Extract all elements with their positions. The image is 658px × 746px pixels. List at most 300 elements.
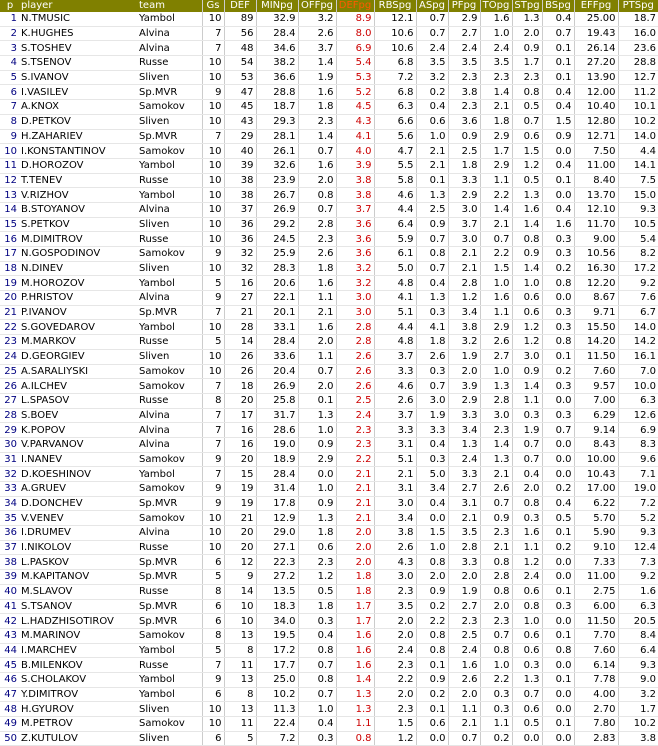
cell-pfpg: 2.1 [448,247,480,262]
cell-gs: 7 [202,379,224,394]
cell-player[interactable]: N.TMUSIC [20,12,138,26]
cell-ptspg: 10.5 [618,217,658,232]
cell-topg: 2.9 [480,158,512,173]
cell-offpg: 0.7 [298,364,336,379]
cell-def: 56 [224,26,256,41]
cell-player[interactable]: K.POPOV [20,423,138,438]
cell-stpg: 1.2 [512,320,542,335]
cell-rbspg: 5.8 [374,173,416,188]
cell-minpg: 7.2 [256,731,298,746]
cell-pfpg: 0.9 [448,129,480,144]
cell-stpg: 0.7 [512,437,542,452]
cell-gs: 9 [202,496,224,511]
cell-def: 13 [224,628,256,643]
cell-team: Alvina [138,423,202,438]
cell-team: Samokov [138,452,202,467]
cell-def: 32 [224,261,256,276]
cell-defpg: 2.6 [336,364,374,379]
column-header-team[interactable]: team [138,0,202,12]
cell-p: 7 [0,100,20,115]
cell-minpg: 18.3 [256,599,298,614]
cell-stpg: 1.1 [512,540,542,555]
cell-p: 32 [0,467,20,482]
cell-team: Yambol [138,158,202,173]
cell-ptspg: 3.8 [618,731,658,746]
table-row [0,247,658,262]
cell-bspg: 0.2 [542,482,574,497]
cell-player[interactable]: N.GOSPODINOV [20,247,138,262]
cell-def: 40 [224,144,256,159]
cell-pfpg: 1.9 [448,349,480,364]
table-row [0,26,658,41]
cell-p: 12 [0,173,20,188]
cell-team: Samokov [138,100,202,115]
cell-player[interactable]: B.MILENKOV [20,658,138,673]
cell-player[interactable]: M.PETROV [20,717,138,732]
cell-gs: 10 [202,540,224,555]
cell-offpg: 1.6 [298,158,336,173]
cell-player[interactable]: D.PETKOV [20,114,138,129]
cell-effpg: 7.50 [574,144,618,159]
column-header-effpg[interactable]: EFFpg [574,0,618,12]
cell-p: 17 [0,247,20,262]
column-header-pfpg[interactable]: PFpg [448,0,480,12]
cell-gs: 10 [202,12,224,26]
cell-team: Alvina [138,41,202,56]
cell-minpg: 19.0 [256,437,298,452]
cell-player[interactable]: A.KNOX [20,100,138,115]
cell-bspg: 0.0 [542,687,574,702]
cell-rbspg: 1.5 [374,717,416,732]
cell-aspg: 1.5 [416,526,448,541]
cell-rbspg: 5.5 [374,158,416,173]
cell-team: Samokov [138,511,202,526]
cell-player[interactable]: D.HOROZOV [20,158,138,173]
cell-defpg: 1.6 [336,658,374,673]
cell-minpg: 23.9 [256,173,298,188]
cell-defpg: 1.3 [336,702,374,717]
cell-ptspg: 10.1 [618,100,658,115]
column-header-topg[interactable]: TOpg [480,0,512,12]
cell-aspg: 3.3 [416,423,448,438]
cell-gs: 5 [202,570,224,585]
cell-pfpg: 3.0 [448,232,480,247]
cell-def: 89 [224,12,256,26]
cell-player[interactable]: V.RIZHOV [20,188,138,203]
cell-defpg: 3.6 [336,232,374,247]
cell-effpg: 17.00 [574,482,618,497]
cell-defpg: 2.5 [336,393,374,408]
column-header-bspg[interactable]: BSpg [542,0,574,12]
cell-pfpg: 3.8 [448,320,480,335]
cell-bspg: 0.1 [542,173,574,188]
cell-bspg: 0.3 [542,320,574,335]
cell-gs: 10 [202,158,224,173]
cell-stpg: 0.9 [512,41,542,56]
table-row [0,437,658,452]
cell-rbspg: 3.1 [374,482,416,497]
cell-rbspg: 4.6 [374,188,416,203]
cell-defpg: 1.3 [336,687,374,702]
cell-team: Sliven [138,261,202,276]
cell-aspg: 0.0 [416,731,448,746]
cell-player[interactable]: I.NIKOLOV [20,540,138,555]
cell-offpg: 2.6 [298,26,336,41]
cell-bspg: 0.7 [542,423,574,438]
cell-topg: 1.0 [480,364,512,379]
table-row [0,305,658,320]
cell-pfpg: 2.7 [448,599,480,614]
column-header-rbspg[interactable]: RBSpg [374,0,416,12]
cell-offpg: 0.7 [298,658,336,673]
cell-aspg: 3.4 [416,482,448,497]
cell-rbspg: 4.6 [374,379,416,394]
cell-stpg: 0.6 [512,584,542,599]
cell-pfpg: 3.6 [448,114,480,129]
cell-bspg: 0.2 [542,364,574,379]
cell-player[interactable]: H.ZAHARIEV [20,129,138,144]
table-row [0,658,658,673]
cell-topg: 1.0 [480,26,512,41]
cell-defpg: 3.2 [336,261,374,276]
cell-player[interactable]: V.PARVANOV [20,437,138,452]
cell-topg: 2.8 [480,570,512,585]
cell-player[interactable]: D.DONCHEV [20,496,138,511]
cell-player[interactable]: L.HADZHISOTIROV [20,614,138,629]
column-header-player[interactable]: player [20,0,138,12]
cell-bspg: 0.4 [542,12,574,26]
cell-rbspg: 6.3 [374,100,416,115]
cell-gs: 5 [202,643,224,658]
cell-player[interactable]: Z.KUTULOV [20,731,138,746]
cell-topg: 1.1 [480,717,512,732]
table-row [0,114,658,129]
cell-player[interactable]: H.GYUROV [20,702,138,717]
cell-ptspg: 7.2 [618,496,658,511]
cell-ptspg: 14.1 [618,158,658,173]
column-header-stpg[interactable]: STpg [512,0,542,12]
cell-effpg: 25.00 [574,12,618,26]
cell-team: Samokov [138,144,202,159]
cell-offpg: 1.0 [298,423,336,438]
column-header-def[interactable]: DEF [224,0,256,12]
cell-bspg: 0.3 [542,247,574,262]
cell-player[interactable]: K.HUGHES [20,26,138,41]
cell-bspg: 0.0 [542,291,574,306]
cell-rbspg: 5.6 [374,129,416,144]
cell-def: 32 [224,247,256,262]
cell-ptspg: 9.0 [618,672,658,687]
cell-p: 28 [0,408,20,423]
cell-pfpg: 2.0 [448,364,480,379]
cell-rbspg: 2.6 [374,540,416,555]
cell-topg: 0.8 [480,643,512,658]
cell-player[interactable]: L.PASKOV [20,555,138,570]
cell-player[interactable]: M.SLAVOV [20,584,138,599]
cell-effpg: 12.00 [574,85,618,100]
cell-defpg: 1.7 [336,614,374,629]
cell-offpg: 2.9 [298,452,336,467]
cell-defpg: 2.0 [336,526,374,541]
cell-stpg: 1.4 [512,261,542,276]
cell-pfpg: 2.3 [448,100,480,115]
cell-bspg: 0.3 [542,599,574,614]
cell-stpg: 1.3 [512,12,542,26]
cell-rbspg: 2.4 [374,643,416,658]
cell-player[interactable]: T.TENEV [20,173,138,188]
cell-player[interactable]: P.HRISTOV [20,291,138,306]
table-row [0,202,658,217]
cell-pfpg: 3.8 [448,85,480,100]
cell-offpg: 1.8 [298,261,336,276]
cell-bspg: 0.3 [542,379,574,394]
cell-aspg: 1.3 [416,291,448,306]
cell-team: Sliven [138,349,202,364]
cell-def: 45 [224,100,256,115]
cell-team: Samokov [138,628,202,643]
cell-topg: 0.7 [480,496,512,511]
cell-bspg: 0.4 [542,496,574,511]
table-row [0,349,658,364]
cell-player[interactable]: S.PETKOV [20,217,138,232]
cell-rbspg: 4.7 [374,144,416,159]
cell-rbspg: 4.8 [374,276,416,291]
cell-effpg: 7.70 [574,628,618,643]
cell-def: 21 [224,305,256,320]
cell-bspg: 0.0 [542,614,574,629]
cell-p: 38 [0,555,20,570]
cell-gs: 7 [202,408,224,423]
cell-stpg: 0.6 [512,643,542,658]
cell-rbspg: 5.9 [374,232,416,247]
cell-offpg: 1.4 [298,56,336,71]
column-header-gs[interactable]: Gs [202,0,224,12]
cell-minpg: 33.1 [256,320,298,335]
cell-effpg: 13.90 [574,70,618,85]
cell-def: 13 [224,672,256,687]
cell-gs: 10 [202,217,224,232]
cell-offpg: 0.0 [298,467,336,482]
cell-player[interactable]: S.CHOLAKOV [20,672,138,687]
cell-player[interactable]: S.TSENOV [20,56,138,71]
column-header-ptspg[interactable]: PTSpg [618,0,658,12]
cell-topg: 1.6 [480,12,512,26]
table-row [0,555,658,570]
column-header-minpg[interactable]: MINpg [256,0,298,12]
table-row [0,496,658,511]
cell-pfpg: 2.9 [448,393,480,408]
cell-gs: 10 [202,70,224,85]
cell-bspg: 0.1 [542,70,574,85]
cell-team: Sp.MVR [138,570,202,585]
table-row [0,643,658,658]
cell-team: Samokov [138,247,202,262]
cell-aspg: 3.0 [416,393,448,408]
cell-rbspg: 3.3 [374,423,416,438]
cell-pfpg: 2.0 [448,687,480,702]
cell-defpg: 2.1 [336,496,374,511]
cell-gs: 7 [202,658,224,673]
cell-ptspg: 8.3 [618,437,658,452]
cell-player[interactable]: M.KAPITANOV [20,570,138,585]
cell-player[interactable]: M.MARINOV [20,628,138,643]
cell-player[interactable]: I.VASILEV [20,85,138,100]
cell-player[interactable]: S.TOSHEV [20,41,138,56]
cell-topg: 3.0 [480,408,512,423]
column-header-offpg[interactable]: OFFpg [298,0,336,12]
cell-minpg: 29.2 [256,217,298,232]
cell-player[interactable]: I.MARCHEV [20,643,138,658]
cell-bspg: 1.5 [542,114,574,129]
cell-stpg: 0.8 [512,232,542,247]
cell-effpg: 6.14 [574,658,618,673]
cell-rbspg: 6.4 [374,217,416,232]
cell-minpg: 32.6 [256,158,298,173]
cell-player[interactable]: V.VENEV [20,511,138,526]
cell-player[interactable]: M.MARKOV [20,335,138,350]
cell-gs: 7 [202,305,224,320]
cell-offpg: 3.2 [298,12,336,26]
cell-player[interactable]: I.NANEV [20,452,138,467]
cell-rbspg: 2.6 [374,393,416,408]
cell-stpg: 1.2 [512,335,542,350]
cell-player[interactable]: Y.DIMITROV [20,687,138,702]
cell-p: 25 [0,364,20,379]
cell-bspg: 0.0 [542,467,574,482]
cell-player[interactable]: M.DIMITROV [20,232,138,247]
cell-stpg: 1.4 [512,217,542,232]
cell-rbspg: 12.1 [374,12,416,26]
column-header-p[interactable]: p [0,0,20,12]
cell-player[interactable]: D.GEORGIEV [20,349,138,364]
cell-aspg: 3.5 [416,56,448,71]
table-row [0,364,658,379]
cell-offpg: 1.6 [298,85,336,100]
cell-def: 15 [224,467,256,482]
cell-player[interactable]: S.TSANOV [20,599,138,614]
cell-player[interactable]: P.IVANOV [20,305,138,320]
cell-effpg: 10.00 [574,452,618,467]
cell-bspg: 0.3 [542,232,574,247]
cell-minpg: 26.1 [256,144,298,159]
cell-aspg: 0.8 [416,247,448,262]
cell-team: Samokov [138,379,202,394]
cell-player[interactable]: N.DINEV [20,261,138,276]
cell-effpg: 5.70 [574,511,618,526]
cell-defpg: 8.0 [336,26,374,41]
cell-defpg: 2.6 [336,379,374,394]
cell-ptspg: 10.0 [618,379,658,394]
cell-player[interactable]: S.BOEV [20,408,138,423]
cell-ptspg: 5.4 [618,232,658,247]
cell-topg: 2.6 [480,482,512,497]
cell-defpg: 4.3 [336,114,374,129]
cell-offpg: 3.7 [298,41,336,56]
table-row [0,408,658,423]
cell-player[interactable]: A.ILCHEV [20,379,138,394]
cell-topg: 1.3 [480,452,512,467]
cell-player[interactable]: D.KOESHINOV [20,467,138,482]
cell-effpg: 9.10 [574,540,618,555]
cell-ptspg: 9.3 [618,526,658,541]
cell-topg: 3.5 [480,56,512,71]
cell-player[interactable]: L.SPASOV [20,393,138,408]
cell-def: 39 [224,158,256,173]
cell-bspg: 0.0 [542,437,574,452]
cell-team: Alvina [138,26,202,41]
cell-player[interactable]: I.KONSTANTINOV [20,144,138,159]
cell-aspg: 0.0 [416,511,448,526]
cell-defpg: 4.0 [336,144,374,159]
cell-offpg: 1.6 [298,276,336,291]
cell-effpg: 10.56 [574,247,618,262]
cell-effpg: 16.30 [574,261,618,276]
cell-rbspg: 2.1 [374,467,416,482]
cell-p: 30 [0,437,20,452]
cell-defpg: 5.4 [336,56,374,71]
cell-aspg: 0.3 [416,452,448,467]
cell-stpg: 0.0 [512,731,542,746]
table-row [0,379,658,394]
cell-effpg: 9.71 [574,305,618,320]
cell-player[interactable]: B.STOYANOV [20,202,138,217]
cell-player[interactable]: A.GRUEV [20,482,138,497]
cell-ptspg: 23.6 [618,41,658,56]
cell-aspg: 1.3 [416,188,448,203]
column-header-defpg[interactable]: DEFpg [336,0,374,12]
cell-defpg: 2.3 [336,437,374,452]
cell-player[interactable]: I.DRUMEV [20,526,138,541]
cell-player[interactable]: M.HOROZOV [20,276,138,291]
cell-bspg: 1.6 [542,217,574,232]
cell-bspg: 0.0 [542,731,574,746]
cell-ptspg: 11.2 [618,85,658,100]
cell-team: Russe [138,540,202,555]
cell-pfpg: 3.5 [448,56,480,71]
cell-aspg: 0.4 [416,496,448,511]
cell-gs: 10 [202,320,224,335]
cell-offpg: 1.3 [298,511,336,526]
cell-defpg: 2.1 [336,482,374,497]
cell-defpg: 1.4 [336,672,374,687]
cell-effpg: 11.00 [574,570,618,585]
cell-effpg: 9.00 [574,232,618,247]
cell-pfpg: 2.7 [448,482,480,497]
cell-ptspg: 1.7 [618,702,658,717]
cell-gs: 10 [202,173,224,188]
cell-pfpg: 1.3 [448,437,480,452]
cell-defpg: 1.8 [336,584,374,599]
cell-defpg: 1.8 [336,570,374,585]
cell-team: Alvina [138,202,202,217]
cell-defpg: 1.6 [336,643,374,658]
cell-stpg: 1.5 [512,144,542,159]
column-header-aspg[interactable]: ASpg [416,0,448,12]
cell-bspg: 0.7 [542,26,574,41]
cell-ptspg: 7.6 [618,291,658,306]
cell-player[interactable]: S.IVANOV [20,70,138,85]
cell-gs: 9 [202,247,224,262]
cell-minpg: 27.2 [256,570,298,585]
cell-player[interactable]: S.GOVEDAROV [20,320,138,335]
cell-minpg: 20.1 [256,305,298,320]
cell-stpg: 1.9 [512,423,542,438]
cell-topg: 0.9 [480,511,512,526]
cell-topg: 2.9 [480,129,512,144]
cell-player[interactable]: A.SARALIYSKI [20,364,138,379]
cell-ptspg: 6.9 [618,423,658,438]
cell-minpg: 19.5 [256,628,298,643]
